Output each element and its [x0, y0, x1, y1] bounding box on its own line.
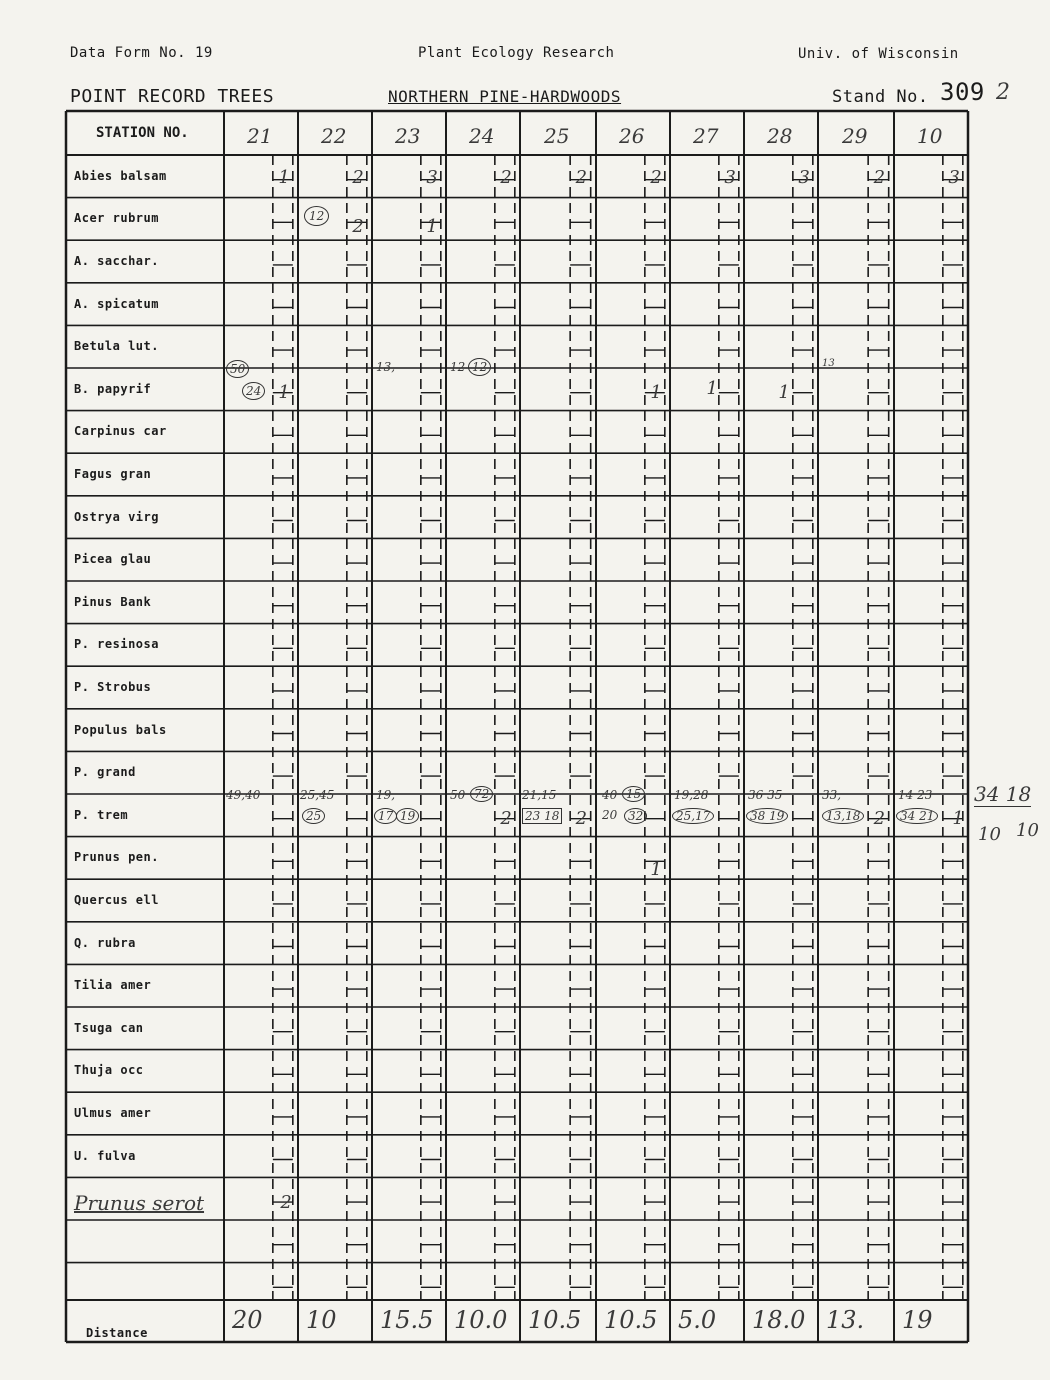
form-number: Data Form No. 19	[70, 45, 213, 61]
abies-count: 3	[948, 167, 960, 189]
distance-value: 19	[902, 1306, 933, 1334]
trem-value: 33,	[822, 788, 842, 803]
trem-circled: 25,17	[672, 808, 714, 824]
trem-count: 2	[873, 808, 886, 830]
trem-circled: 32	[624, 808, 647, 824]
stand-number: 309	[940, 78, 985, 106]
trem-value: 23 18	[522, 808, 562, 824]
abies-count: 3	[798, 167, 810, 189]
organization: Plant Ecology Research	[418, 45, 615, 61]
form-title: POINT RECORD TREES	[70, 86, 275, 107]
distance-value: 10.5	[604, 1306, 658, 1334]
station-number: 22	[321, 124, 347, 148]
prunus-serot-count: 2	[280, 1191, 292, 1213]
trem-value: 50	[450, 788, 466, 803]
trem-count: 2	[500, 808, 512, 830]
species-label: Thuja occ	[74, 1063, 144, 1078]
species-label: Prunus pen.	[74, 850, 159, 865]
stand-suffix: 2	[996, 80, 1011, 105]
papyrif-count: 1	[278, 382, 290, 404]
acer-count: 2	[352, 215, 364, 237]
trem-value: 20	[602, 808, 618, 823]
papyrif-circled: 50	[226, 360, 249, 378]
species-label: Ulmus amer	[74, 1106, 152, 1121]
abies-count: 3	[724, 167, 736, 189]
trem-circled: 34 21	[896, 808, 938, 824]
papyrif-circled: 12	[468, 358, 491, 376]
station-number: 29	[842, 124, 868, 148]
station-number: 21	[247, 124, 273, 148]
species-label: P. grand	[74, 765, 136, 780]
species-label: A. spicatum	[74, 296, 159, 311]
species-label: P. resinosa	[74, 637, 159, 652]
species-label: Q. rubra	[74, 935, 136, 950]
station-number: 10	[917, 124, 943, 148]
papyrif-note: 13,	[376, 360, 396, 375]
trem-circled: 19	[396, 808, 419, 824]
species-label: Prunus serot	[74, 1191, 205, 1216]
acer-count: 1	[426, 215, 438, 237]
species-label: A. sacchar.	[74, 254, 159, 269]
station-number: 23	[395, 124, 421, 148]
station-number: 28	[767, 124, 793, 148]
species-label: Betula lut.	[74, 339, 159, 354]
distance-value: 10.5	[528, 1306, 582, 1334]
trem-circled: 25	[302, 808, 325, 824]
species-label: Picea glau	[74, 552, 152, 567]
abies-count: 2	[650, 167, 662, 189]
abies-count: 3	[426, 167, 438, 189]
papyrif-count: 1	[778, 382, 790, 404]
station-number: 24	[469, 124, 495, 148]
species-label: P. Strobus	[74, 680, 152, 695]
distance-label: Distance	[86, 1326, 148, 1340]
species-label: P. trem	[74, 807, 129, 822]
papyrif-count: 1	[706, 378, 718, 400]
species-label: Fagus gran	[74, 467, 152, 482]
distance-value: 20	[232, 1306, 263, 1334]
species-label: Tsuga can	[74, 1020, 144, 1035]
trem-value: 36 35	[748, 788, 783, 803]
trem-circled: 38 19	[746, 808, 788, 824]
abies-count: 2	[500, 167, 512, 189]
trem-value: 19,	[376, 788, 396, 803]
acer-circled: 12	[304, 206, 329, 226]
species-label: B. papyrif	[74, 381, 152, 396]
species-label: Tilia amer	[74, 978, 152, 993]
species-label: U. fulva	[74, 1148, 136, 1163]
trem-circled: 13,18	[822, 808, 864, 824]
trem-value: 25,45	[300, 788, 335, 803]
distance-value: 10	[306, 1306, 337, 1334]
species-label: Carpinus car	[74, 424, 167, 439]
station-number: 26	[619, 124, 645, 148]
trem-circled: 72	[470, 786, 493, 802]
abies-count: 2	[873, 167, 886, 189]
trem-value: 40	[602, 788, 618, 803]
stand-label: Stand No.	[832, 87, 929, 107]
trem-value: 19,28	[674, 788, 709, 803]
species-label: Populus bals	[74, 722, 167, 737]
university: Univ. of Wisconsin	[798, 46, 959, 62]
species-label: Abies balsam	[74, 168, 167, 183]
distance-value: 15.5	[380, 1306, 434, 1334]
distance-value: 5.0	[678, 1306, 717, 1334]
species-label: Pinus Bank	[74, 594, 152, 609]
trem-circled: 15	[622, 786, 645, 802]
margin-fraction: 10	[978, 824, 1001, 846]
abies-count: 2	[575, 167, 588, 189]
abies-count: 1	[278, 167, 290, 189]
species-label: Quercus ell	[74, 893, 159, 908]
station-number: 27	[693, 124, 719, 148]
trem-count: 2	[575, 808, 588, 830]
station-header: STATION NO.	[96, 125, 189, 141]
trem-count: 1	[952, 808, 964, 830]
trem-circled: 17	[374, 808, 397, 824]
distance-value: 18.0	[752, 1306, 806, 1334]
station-number: 25	[544, 124, 570, 148]
distance-value: 10.0	[454, 1306, 508, 1334]
distance-value: 13.	[826, 1306, 865, 1334]
papyrif-note: 12	[450, 360, 466, 375]
margin-fraction: 34 18	[974, 782, 1032, 807]
trem-value: 21,15	[522, 788, 557, 803]
prunus-pen-count: 1	[650, 858, 662, 880]
abies-count: 2	[352, 167, 364, 189]
species-label: Ostrya virg	[74, 509, 159, 524]
trem-value: 14 23	[898, 788, 933, 803]
community-title: NORTHERN PINE-HARDWOODS	[388, 87, 622, 106]
papyrif-count: 1	[650, 382, 662, 404]
margin-fraction: 10	[1016, 820, 1039, 842]
species-label: Acer rubrum	[74, 211, 159, 226]
papyrif-note: 13	[822, 358, 835, 370]
trem-value: 49,40	[226, 788, 261, 803]
papyrif-circled: 24	[242, 382, 265, 400]
